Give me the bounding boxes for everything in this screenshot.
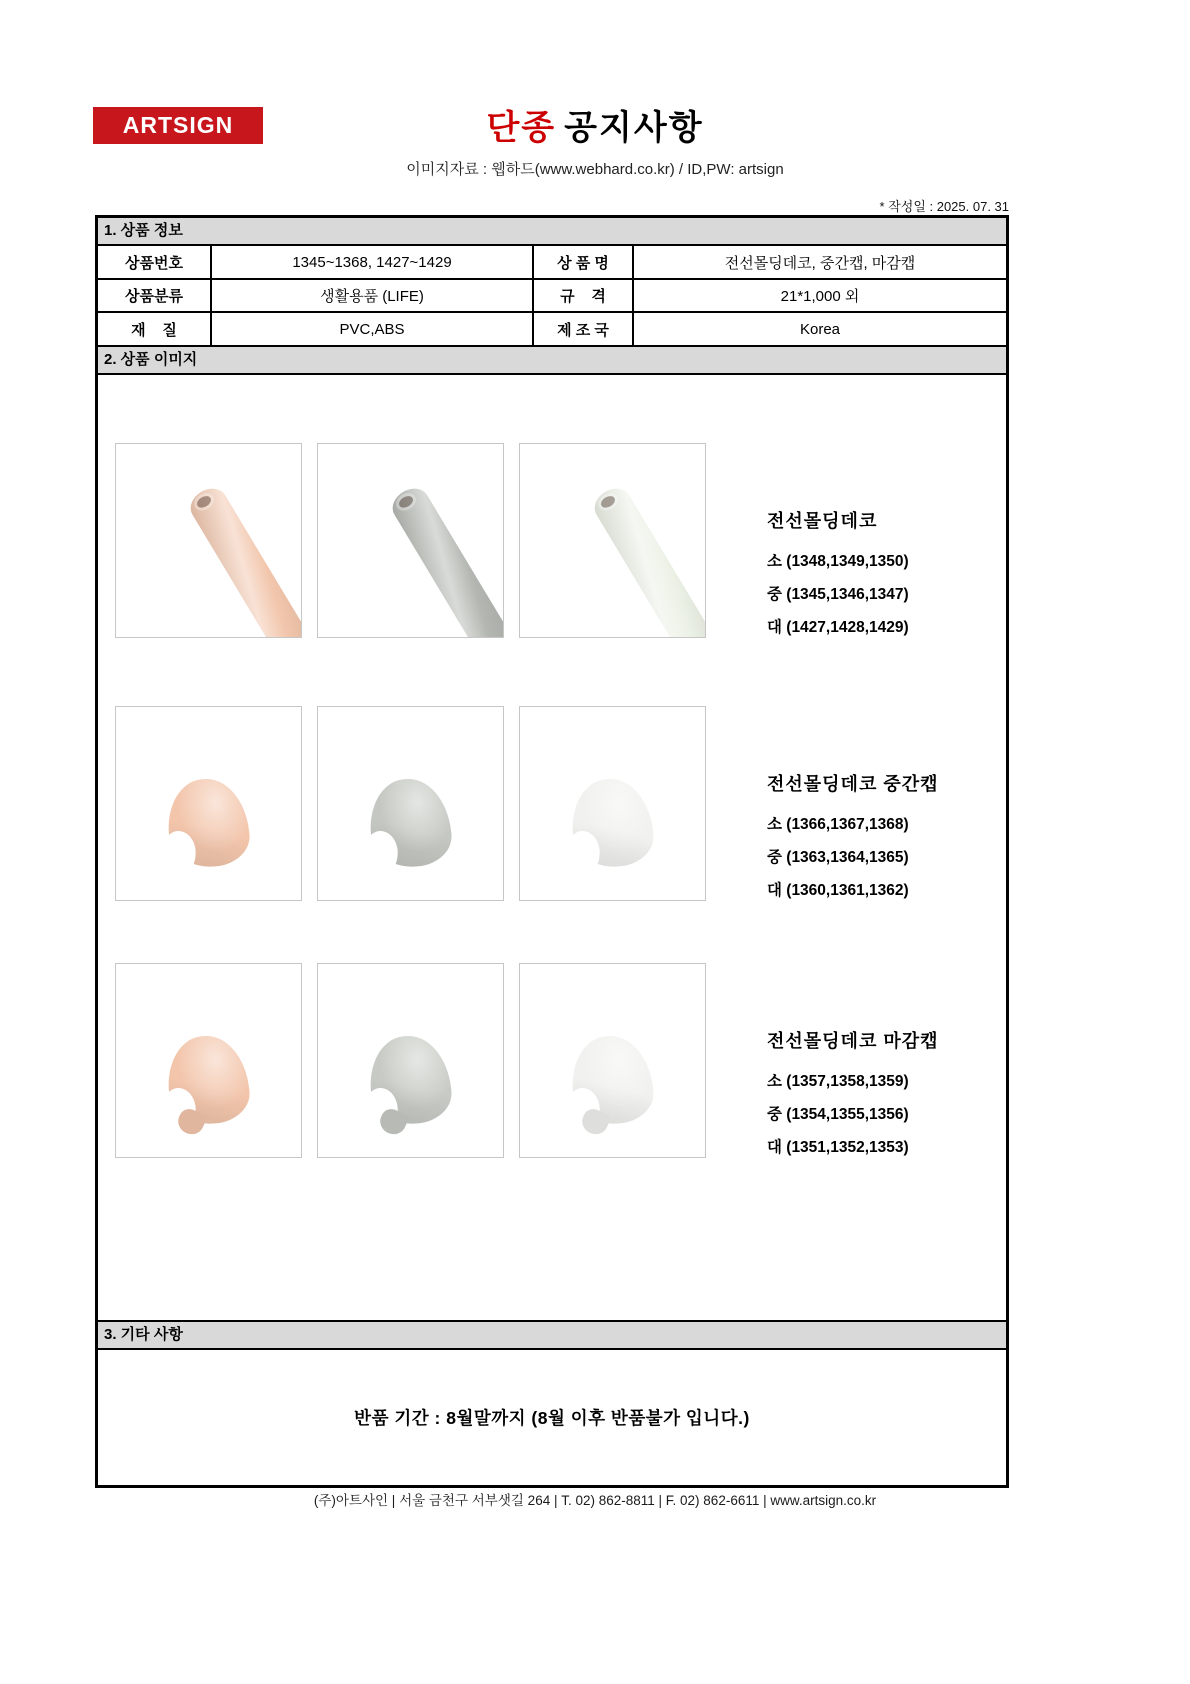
table-row — [98, 279, 1006, 312]
written-date-note: * 작성일 : 2025. 07. 31 — [879, 199, 1009, 214]
section-header-etc: 3. 기타 사항 — [98, 1320, 1006, 1350]
spec-label: 규 격 — [533, 279, 633, 312]
product-image-box — [317, 706, 504, 901]
product-image-box — [115, 963, 302, 1158]
product-title: 전선몰딩데코 — [767, 511, 878, 531]
product-image-box — [519, 706, 706, 901]
product-category-value: 생활용품 (LIFE) — [211, 279, 533, 312]
origin-value: Korea — [633, 312, 1006, 345]
product-row-molding — [115, 375, 1006, 644]
product-row-middle-cap — [115, 706, 1006, 907]
artsign-logo-text: ARTSIGN — [122, 112, 234, 138]
molding-strip-image — [185, 482, 302, 638]
product-info-table — [98, 246, 1006, 345]
molding-strip-image — [387, 482, 504, 638]
end-cap-image — [568, 1032, 657, 1128]
product-label-block — [767, 706, 939, 907]
product-code-line: 중 (1354,1355,1356) — [767, 1106, 909, 1123]
product-image-box — [115, 706, 302, 901]
product-title: 전선몰딩데코 마감캡 — [767, 1031, 939, 1051]
image-source-note: 이미지자료 : 웹하드(www.webhard.co.kr) / ID,PW: artsign — [406, 161, 784, 178]
product-image-box — [115, 443, 302, 638]
spec-value: 21*1,000 외 — [633, 279, 1006, 312]
company-footer: (주)아트사인 | 서울 금천구 서부샛길 264 | T. 02) 862-8811 | F. 02) 862-6611 | www.artsign.co.kr — [313, 1493, 877, 1508]
product-image-box — [317, 963, 504, 1158]
product-title: 전선몰딩데코 중간캡 — [767, 774, 939, 794]
product-image-box — [317, 443, 504, 638]
product-label-block — [767, 443, 909, 644]
table-row — [98, 312, 1006, 345]
end-cap-image — [164, 1032, 253, 1128]
product-name-label: 상 품 명 — [533, 246, 633, 279]
return-period-notice: 반품 기간 : 8월말까지 (8월 이후 반품불가 입니다.) — [354, 1408, 750, 1428]
product-code-line: 소 (1357,1358,1359) — [767, 1073, 909, 1090]
page-title — [0, 100, 1190, 149]
document-header — [0, 0, 1190, 215]
product-image-box — [519, 963, 706, 1158]
notice-table — [95, 215, 1009, 1488]
table-row — [98, 246, 1006, 279]
etc-section — [98, 1350, 1006, 1485]
page-title-discontinued: 단종 — [486, 109, 557, 147]
section-header-product-info: 1. 상품 정보 — [98, 218, 1006, 246]
middle-cap-image — [366, 775, 455, 871]
product-row-end-cap — [115, 963, 1006, 1164]
page-title-notice: 공지사항 — [564, 109, 704, 147]
product-image-box — [519, 443, 706, 638]
middle-cap-image — [568, 775, 657, 871]
molding-strip-image — [589, 482, 706, 638]
product-code-line: 중 (1345,1346,1347) — [767, 586, 909, 603]
origin-label: 제 조 국 — [533, 312, 633, 345]
product-code-line: 소 (1366,1367,1368) — [767, 816, 909, 833]
product-code-line: 중 (1363,1364,1365) — [767, 849, 909, 866]
product-image-section — [98, 375, 1006, 1320]
material-value: PVC,ABS — [211, 312, 533, 345]
material-label: 재 질 — [98, 312, 211, 345]
product-code-line: 대 (1351,1352,1353) — [767, 1139, 909, 1156]
middle-cap-image — [164, 775, 253, 871]
product-code-line: 대 (1427,1428,1429) — [767, 619, 909, 636]
product-code-line: 소 (1348,1349,1350) — [767, 553, 909, 570]
product-code-line: 대 (1360,1361,1362) — [767, 882, 909, 899]
section-header-product-images: 2. 상품 이미지 — [98, 345, 1006, 375]
end-cap-image — [366, 1032, 455, 1128]
product-category-label: 상품분류 — [98, 279, 211, 312]
product-number-label: 상품번호 — [98, 246, 211, 279]
product-name-value: 전선몰딩데코, 중간캡, 마감캡 — [633, 246, 1006, 279]
product-number-value: 1345~1368, 1427~1429 — [211, 246, 533, 279]
product-label-block — [767, 963, 939, 1164]
